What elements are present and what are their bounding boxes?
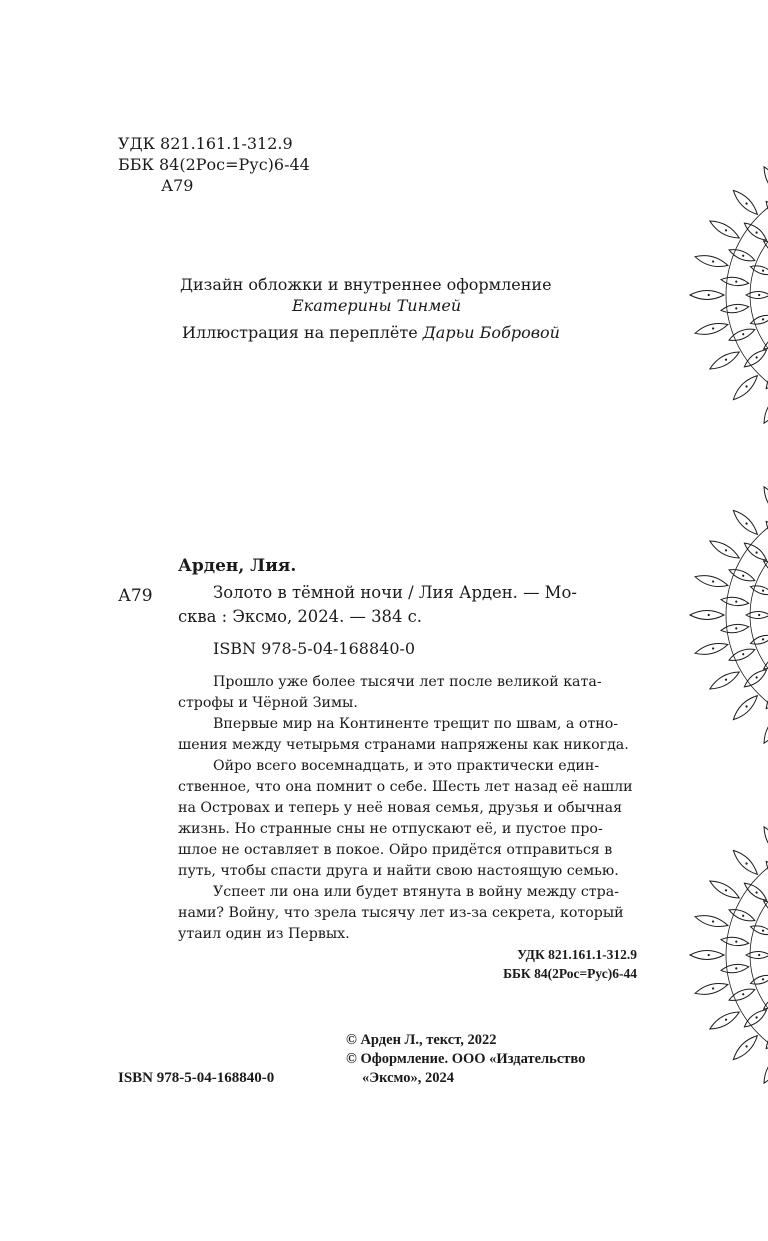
annotation-paragraph-2 (178, 714, 637, 756)
annotation-line: утаил один из Первых. (178, 926, 350, 942)
annotation-line: нами? Войну, что зрела тысячу лет из-за секрета, который (178, 905, 624, 921)
copyright-design-cont: «Эксмо», 2024 (362, 1070, 454, 1086)
annotation-line: Ойро всего восемнадцать, и это практически един- (213, 758, 600, 774)
bottom-isbn: ISBN 978-5-04-168840-0 (118, 1070, 275, 1086)
annotation-paragraph-3 (178, 756, 637, 882)
bbk-code: ББК 84(2Рос=Рус)6-44 (118, 155, 310, 174)
entry-title-line1: Золото в тёмной ночи / Лия Арден. — Мо- (213, 583, 577, 602)
entry-author: Арден, Лия. (178, 556, 297, 576)
annotation-line: жизнь. Но странные сны не отпускают её, и пустое про- (178, 821, 603, 837)
footer-udk: УДК 821.161.1-312.9 (517, 947, 637, 962)
annotation-line: Успеет ли она или будет втянута в войну между стра- (213, 884, 619, 900)
mandala-ornament-top (688, 140, 768, 450)
entry-title-line2: сква : Эксмо, 2024. — 384 с. (178, 607, 422, 626)
entry-isbn: ISBN 978-5-04-168840-0 (213, 639, 416, 658)
illustration-credit (182, 322, 560, 343)
author-sign: А79 (161, 176, 194, 195)
annotation-line: Прошло уже более тысячи лет после великой ката- (213, 674, 602, 690)
copyright-text: © Арден Л., текст, 2022 (346, 1032, 497, 1048)
annotation-line: путь, чтобы спасти друга и найти свою настоящую семью. (178, 863, 619, 879)
designer-name: Екатерины Тинмей (292, 296, 462, 315)
annotation-line: Впервые мир на Континенте трещит по швам, а отно- (213, 716, 619, 732)
annotation-line: шлое не оставляет в покое. Ойро придётся отправиться в (178, 842, 613, 858)
annotation-line: на Островах и теперь у неё новая семья, друзья и обычная (178, 800, 623, 816)
udk-code: УДК 821.161.1-312.9 (118, 134, 293, 153)
mandala-ornament-middle (688, 445, 768, 785)
annotation-line: ственное, что она помнит о себе. Шесть лет назад её нашли (178, 779, 633, 795)
copyright-design: © Оформление. ООО «Издательство (346, 1051, 586, 1067)
annotation-paragraph-4 (178, 882, 637, 945)
illustrator-name: Дарьи Бобровой (422, 323, 560, 342)
footer-bbk: ББК 84(2Рос=Рус)6-44 (503, 966, 637, 981)
annotation-line: строфы и Чёрной Зимы. (178, 695, 358, 711)
design-credit: Дизайн обложки и внутреннее оформление (180, 275, 552, 294)
mandala-ornament-bottom (688, 790, 768, 1120)
annotation-paragraph-1 (178, 672, 637, 714)
annotation-line: шения между четырьмя странами напряжены как никогда. (178, 737, 629, 753)
entry-sign: А79 (118, 586, 153, 606)
illustration-prefix: Иллюстрация на переплёте (182, 323, 418, 342)
